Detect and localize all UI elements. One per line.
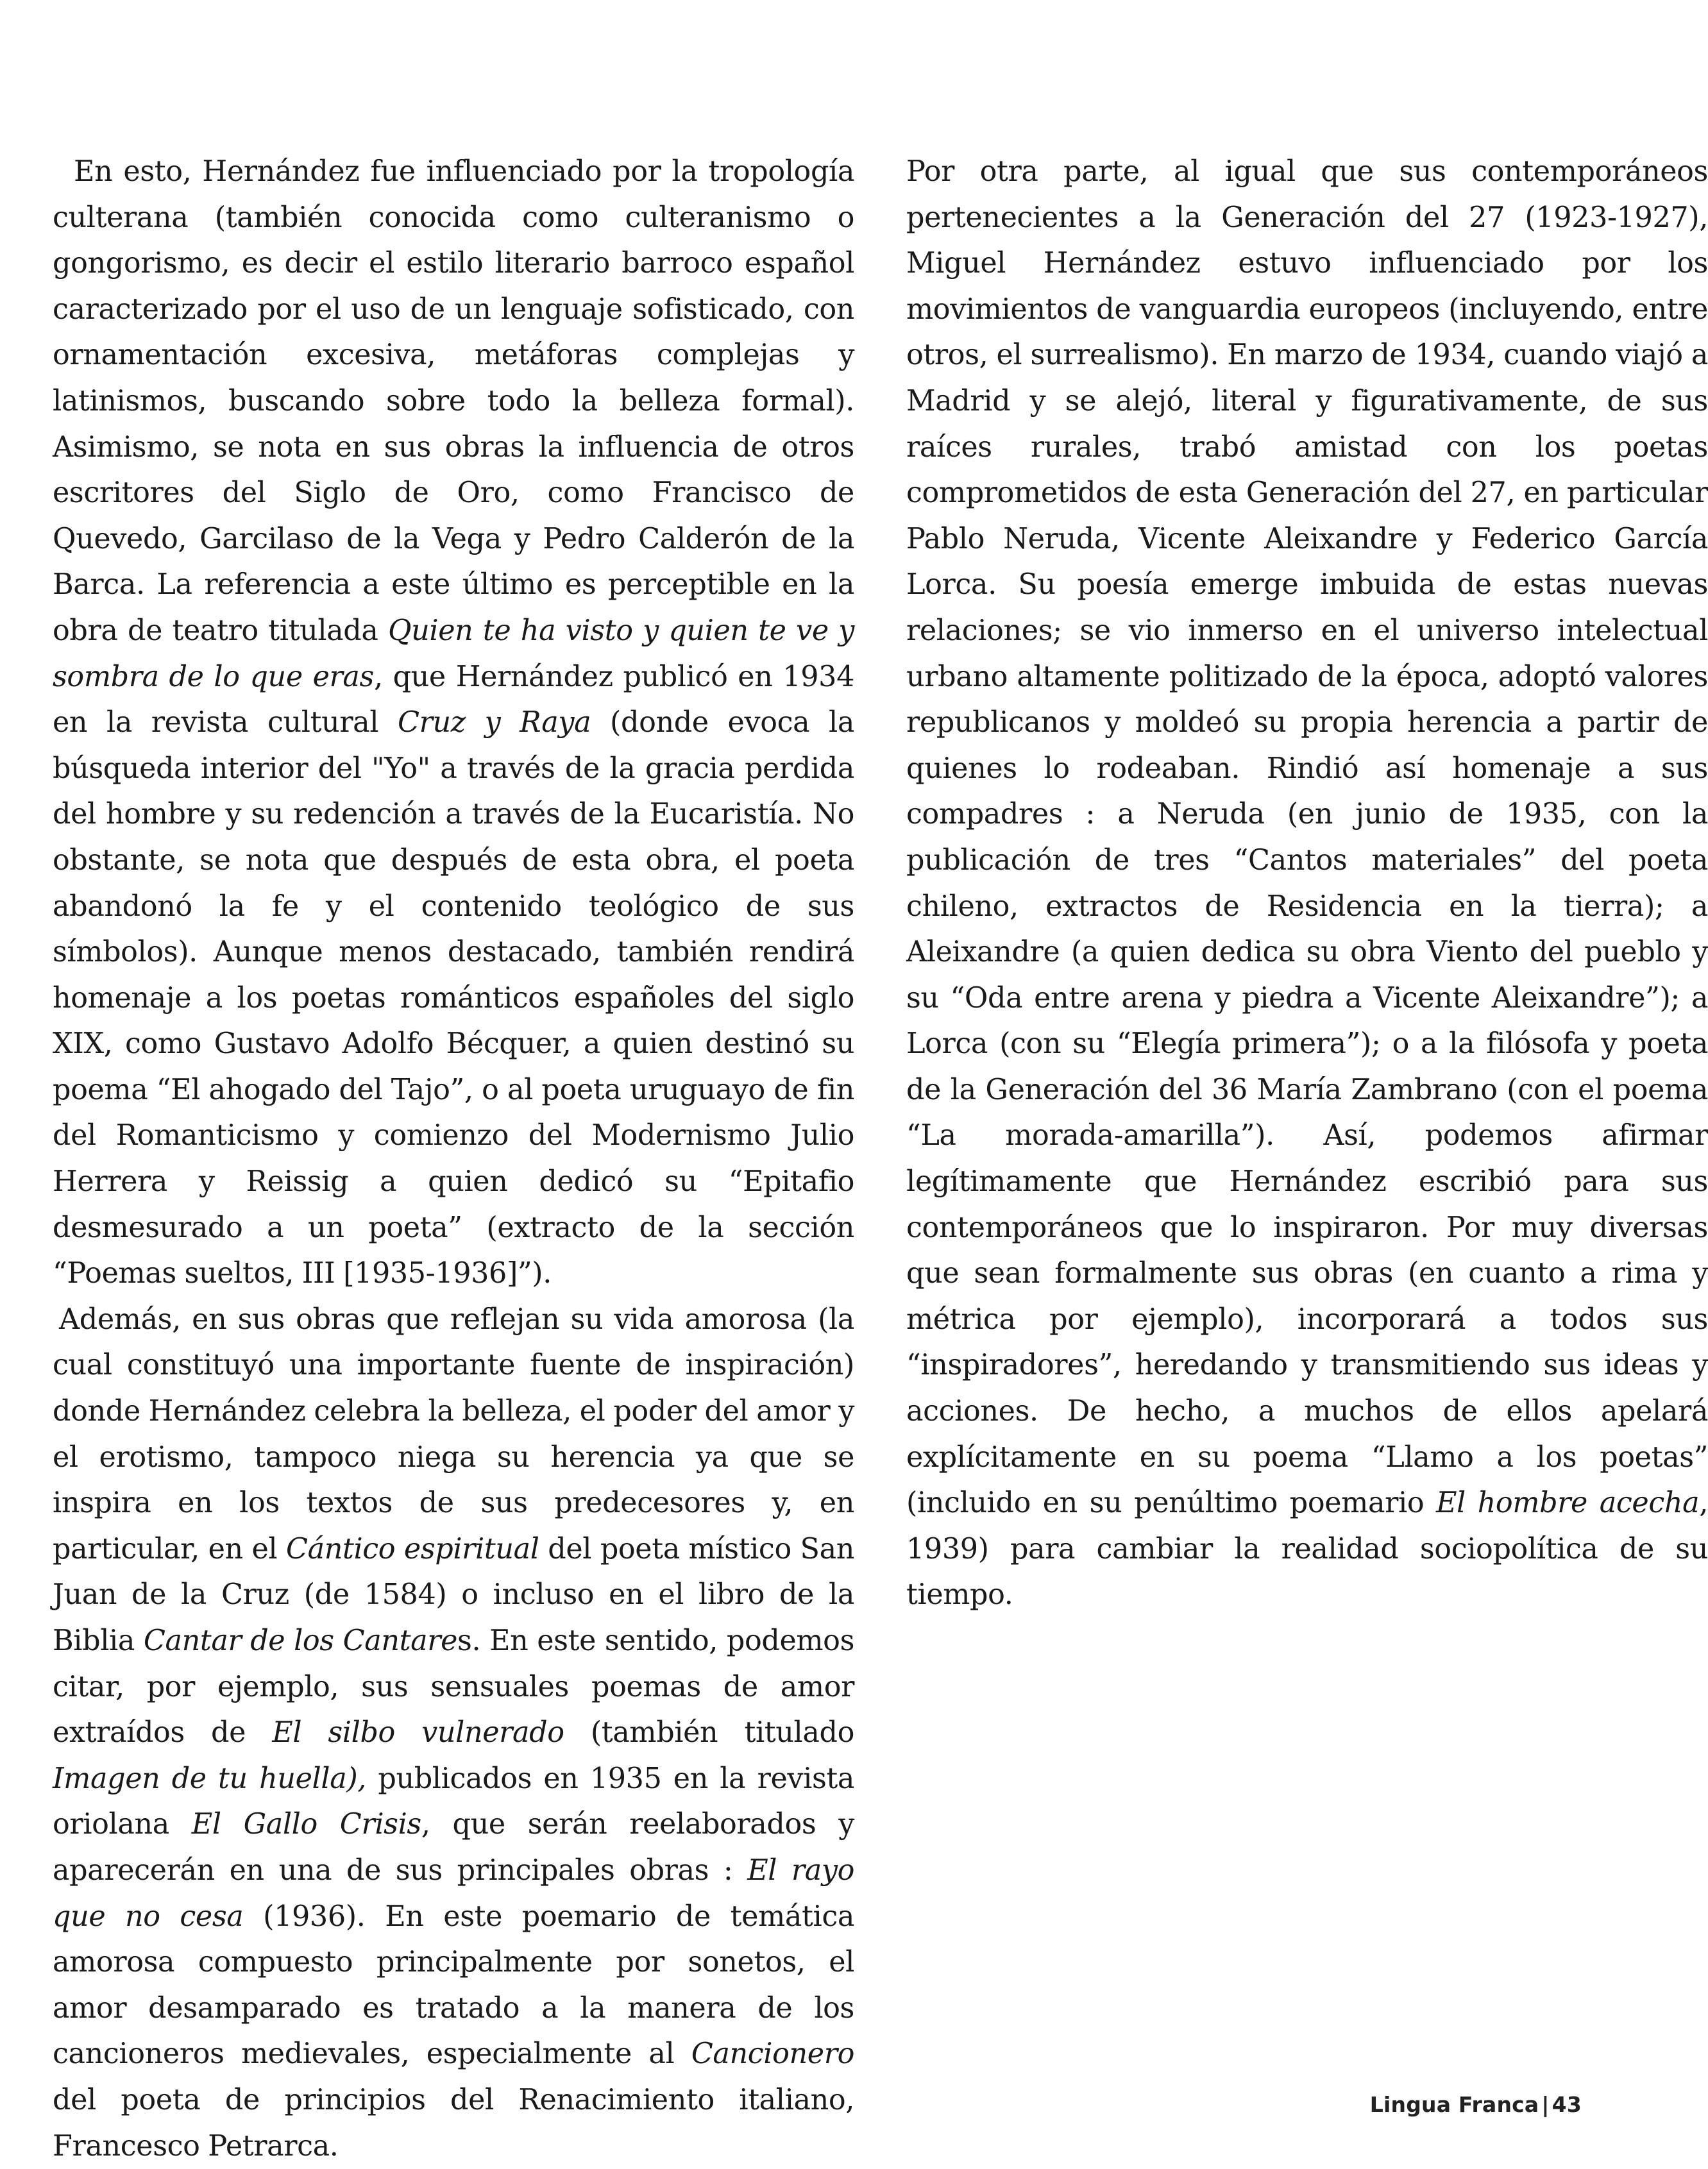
text-run: publicados en 1935 en la revista oriolana bbox=[53, 1762, 854, 1841]
text-run: del poeta místico San Juan de la Cruz (de 1584) o incluso en el libro de la Biblia bbox=[53, 1532, 855, 1657]
italic-title: El Gallo Crisis bbox=[191, 1808, 421, 1841]
italic-title: Cantar de los Cantare bbox=[143, 1625, 458, 1657]
text-run: En esto, Hernández fue influenciado por la tropología culterana (también conocida como culteranismo o gongorismo, es decir el estilo literario barroco español caracterizado por el uso de un lenguaje sofisticado, con ornamentación excesiva, metáforas complejas y latinismos, buscando sobre todo la belleza formal). Asimismo, se nota en sus obras la influencia de otros escritores del Siglo de Oro, como Francisco de Quevedo, Garcilaso de la Vega y Pedro Calderón de la Barca. La referencia a este último es perceptible en la obra de teatro titulada bbox=[53, 155, 854, 647]
publication-name: Lingua Franca bbox=[1369, 2092, 1539, 2117]
italic-title: Imagen de tu huella), bbox=[53, 1762, 367, 1795]
right-column bbox=[906, 149, 1708, 1618]
text-run: (también titulado bbox=[564, 1716, 854, 1750]
text-run: Por otra parte, al igual que sus contemporáneos pertenecientes a la Generación del 27 (1923-1927), Miguel Hernández estuvo influenciado por los movimientos de vanguardia europeos (incluyendo, entre otros, el surrealismo). En marzo de 1934, cuando viajó a Madrid y se alejó, literal y figurativamente, de sus raíces rurales, trabó amistad con los poetas comprometidos de esta Generación del 27, en particular Pablo Neruda, Vicente Aleixandre y Federico García Lorca. Su poesía emerge imbuida de estas nuevas relaciones; se vio inmerso en el universo intelectual urbano altamente politizado de la época, adoptó valores republicanos y moldeó su propia herencia a partir de quienes lo rodeaban. Rindió así homenaje a sus compadres : a Neruda (en junio de 1935, con la publicación de tres “Cantos materiales” del poeta chileno, extractos de Residencia en la tierra); a Aleixandre (a quien dedica su obra Viento del pueblo y su “Oda entre arena y piedra a Vicente Aleixandre”); a Lorca (con su “Elegía primera”); o a la filósofa y poeta de la Generación del 36 María Zambrano (con el poema “La morada-amarilla”). Así, podemos afirmar legítimamente que Hernández escribió para sus contemporáneos que lo inspiraron. Por muy diversas que sean formalmente sus obras (en cuanto a rima y métrica por ejemplo), incorporará a todos sus “inspiradores”, heredando y transmitiendo sus ideas y acciones. De hecho, a muchos de ellos apelará explícitamente en su poema “Llamo a los poetas” (incluido en su penúltimo poemario bbox=[906, 155, 1708, 1520]
paragraph bbox=[53, 1297, 854, 2169]
italic-title: El silbo vulnerado bbox=[272, 1716, 564, 1750]
left-column bbox=[53, 149, 854, 2169]
text-run: , 1939) para cambiar la realidad sociopolítica de su tiempo. bbox=[906, 1487, 1708, 1612]
text-run: s. En este sentido, podemos citar, por ejemplo, sus sensuales poemas de amor extraídos de bbox=[53, 1625, 855, 1750]
text-run: (1936). En este poemario de temática amorosa compuesto principalmente por sonetos, el amor desamparado es tratado a la manera de los cancioneros medievales, especialmente al bbox=[53, 1900, 854, 2071]
page-footer bbox=[1370, 2092, 1582, 2118]
italic-title: Cántico espiritual bbox=[285, 1532, 539, 1566]
italic-title: Quien te ha visto y quien te ve y sombra de lo que eras bbox=[53, 614, 855, 693]
text-run: Además, en sus obras que reflejan su vida amorosa (la cual constituyó una importante fuente de inspiración) donde Hernández celebra la belleza, el poder del amor y el erotismo, tampoco niega su herencia ya que se inspira en los textos de sus predecesores y, en particular, en el bbox=[53, 1303, 854, 1566]
italic-title: El rayo que no cesa bbox=[53, 1853, 855, 1933]
paragraph bbox=[53, 149, 854, 1297]
text-run: , que serán reelaborados y aparecerán en una de sus principales obras : bbox=[53, 1808, 854, 1887]
text-run: del poeta de principios del Renacimiento italiano, Francesco Petrarca. bbox=[53, 2083, 854, 2163]
text-run: (donde evoca la búsqueda interior del "Yo" a través de la gracia perdida del hombre y su redención a través de la Eucaristía. No obstante, se nota que después de esta obra, el poeta abandonó la fe y el contenido teológico de sus símbolos). Aunque menos destacado, también rendirá homenaje a los poetas románticos españoles del siglo XIX, como Gustavo Adolfo Bécquer, a quien destinó su poema “El ahogado del Tajo”, o al poeta uruguayo de fin del Romanticismo y comienzo del Modernismo Julio Herrera y Reissig a quien dedicó su “Epitafio desmesurado a un poeta” (extracto de la sección “Poemas sueltos, III [1935-1936]”). bbox=[53, 706, 855, 1290]
italic-title: Cancionero bbox=[691, 2038, 854, 2071]
italic-title: Cruz y Raya bbox=[397, 706, 591, 739]
text-run: , que Hernández publicó en 1934 en la revista cultural bbox=[53, 660, 854, 739]
footer-separator: | bbox=[1541, 2092, 1550, 2117]
page-number: 43 bbox=[1552, 2092, 1582, 2117]
italic-title: El hombre acecha bbox=[1435, 1487, 1700, 1520]
paragraph bbox=[906, 149, 1708, 1618]
